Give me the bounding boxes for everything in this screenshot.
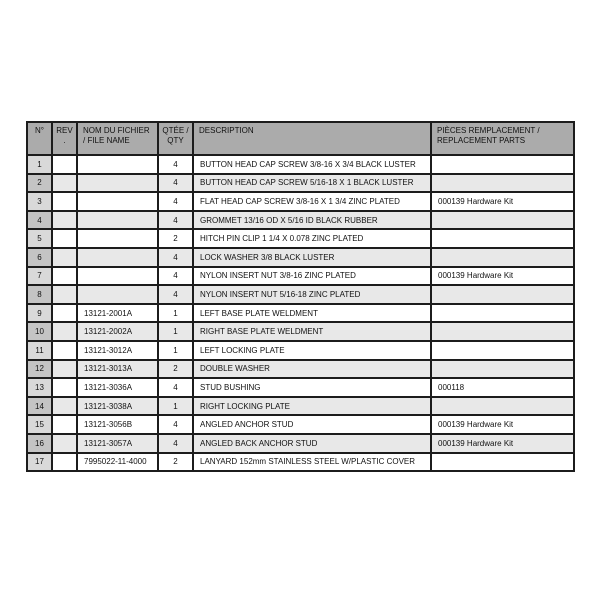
header-qty-line2: QTY — [167, 136, 184, 145]
cell-rev — [52, 397, 77, 416]
cell-rev — [52, 322, 77, 341]
cell-qty: 4 — [158, 211, 193, 230]
cell-description: NYLON INSERT NUT 5/16-18 ZINC PLATED — [193, 285, 431, 304]
cell-item-number: 11 — [27, 341, 52, 360]
header-file-name — [77, 122, 158, 155]
cell-replacement-parts — [431, 155, 574, 174]
header-rev-line1: REV — [56, 126, 73, 135]
cell-rev — [52, 267, 77, 286]
cell-file-name — [77, 155, 158, 174]
cell-replacement-parts — [431, 174, 574, 193]
cell-qty: 4 — [158, 378, 193, 397]
cell-rev — [52, 192, 77, 211]
cell-item-number: 2 — [27, 174, 52, 193]
cell-description: LEFT BASE PLATE WELDMENT — [193, 304, 431, 323]
cell-rev — [52, 174, 77, 193]
header-no — [27, 122, 52, 155]
header-file-line2: / FILE NAME — [83, 136, 130, 145]
table-row — [27, 267, 574, 286]
table-row — [27, 378, 574, 397]
cell-file-name — [77, 229, 158, 248]
cell-item-number: 6 — [27, 248, 52, 267]
cell-replacement-parts — [431, 229, 574, 248]
cell-item-number: 5 — [27, 229, 52, 248]
cell-qty: 2 — [158, 229, 193, 248]
cell-rev — [52, 248, 77, 267]
cell-replacement-parts — [431, 453, 574, 472]
cell-rev — [52, 453, 77, 472]
cell-replacement-parts — [431, 341, 574, 360]
cell-qty: 4 — [158, 285, 193, 304]
cell-replacement-parts: 000139 Hardware Kit — [431, 192, 574, 211]
cell-file-name: 13121-3057A — [77, 434, 158, 453]
cell-description: GROMMET 13/16 OD X 5/16 ID BLACK RUBBER — [193, 211, 431, 230]
cell-rev — [52, 229, 77, 248]
table-row — [27, 248, 574, 267]
cell-replacement-parts — [431, 285, 574, 304]
cell-file-name: 13121-3013A — [77, 360, 158, 379]
cell-file-name: 7995022-11-4000 — [77, 453, 158, 472]
header-rev — [52, 122, 77, 155]
cell-replacement-parts: 000139 Hardware Kit — [431, 267, 574, 286]
cell-description: BUTTON HEAD CAP SCREW 3/8-16 X 3/4 BLACK LUSTER — [193, 155, 431, 174]
cell-description: ANGLED ANCHOR STUD — [193, 415, 431, 434]
header-file-line1: NOM DU FICHIER — [83, 126, 150, 135]
table-row — [27, 155, 574, 174]
cell-file-name: 13121-3012A — [77, 341, 158, 360]
cell-file-name — [77, 192, 158, 211]
cell-qty: 2 — [158, 360, 193, 379]
cell-file-name: 13121-2002A — [77, 322, 158, 341]
cell-qty: 1 — [158, 322, 193, 341]
cell-qty: 2 — [158, 453, 193, 472]
cell-qty: 1 — [158, 304, 193, 323]
header-replacement-parts — [431, 122, 574, 155]
cell-file-name — [77, 285, 158, 304]
cell-replacement-parts — [431, 322, 574, 341]
cell-qty: 1 — [158, 397, 193, 416]
cell-file-name: 13121-3036A — [77, 378, 158, 397]
cell-replacement-parts — [431, 304, 574, 323]
header-parts-line1: PIÈCES REMPLACEMENT / — [437, 126, 540, 135]
cell-description: BUTTON HEAD CAP SCREW 5/16-18 X 1 BLACK LUSTER — [193, 174, 431, 193]
cell-item-number: 15 — [27, 415, 52, 434]
table-row — [27, 415, 574, 434]
header-description — [193, 122, 431, 155]
table-row — [27, 322, 574, 341]
cell-replacement-parts — [431, 360, 574, 379]
cell-rev — [52, 434, 77, 453]
cell-description: RIGHT LOCKING PLATE — [193, 397, 431, 416]
cell-description: LEFT LOCKING PLATE — [193, 341, 431, 360]
cell-qty: 4 — [158, 415, 193, 434]
cell-qty: 4 — [158, 434, 193, 453]
cell-item-number: 13 — [27, 378, 52, 397]
cell-rev — [52, 360, 77, 379]
header-no-line1: N° — [35, 126, 44, 135]
cell-replacement-parts: 000118 — [431, 378, 574, 397]
cell-item-number: 14 — [27, 397, 52, 416]
table-row — [27, 360, 574, 379]
cell-rev — [52, 155, 77, 174]
table-row — [27, 192, 574, 211]
table-row — [27, 434, 574, 453]
cell-file-name — [77, 211, 158, 230]
cell-replacement-parts: 000139 Hardware Kit — [431, 415, 574, 434]
cell-file-name: 13121-2001A — [77, 304, 158, 323]
cell-qty: 1 — [158, 341, 193, 360]
cell-description: LANYARD 152mm STAINLESS STEEL W/PLASTIC COVER — [193, 453, 431, 472]
cell-item-number: 10 — [27, 322, 52, 341]
cell-description: RIGHT BASE PLATE WELDMENT — [193, 322, 431, 341]
cell-item-number: 1 — [27, 155, 52, 174]
cell-file-name — [77, 267, 158, 286]
header-parts-line2: REPLACEMENT PARTS — [437, 136, 526, 145]
cell-replacement-parts — [431, 397, 574, 416]
cell-qty: 4 — [158, 155, 193, 174]
cell-item-number: 17 — [27, 453, 52, 472]
cell-qty: 4 — [158, 174, 193, 193]
cell-item-number: 4 — [27, 211, 52, 230]
cell-description: STUD BUSHING — [193, 378, 431, 397]
cell-item-number: 9 — [27, 304, 52, 323]
header-qty — [158, 122, 193, 155]
cell-file-name — [77, 174, 158, 193]
cell-item-number: 7 — [27, 267, 52, 286]
cell-qty: 4 — [158, 248, 193, 267]
cell-file-name: 13121-3038A — [77, 397, 158, 416]
cell-file-name: 13121-3056B — [77, 415, 158, 434]
cell-rev — [52, 415, 77, 434]
cell-qty: 4 — [158, 267, 193, 286]
table-row — [27, 397, 574, 416]
table-row — [27, 229, 574, 248]
cell-item-number: 3 — [27, 192, 52, 211]
cell-rev — [52, 378, 77, 397]
table-row — [27, 211, 574, 230]
cell-description: ANGLED BACK ANCHOR STUD — [193, 434, 431, 453]
cell-file-name — [77, 248, 158, 267]
cell-qty: 4 — [158, 192, 193, 211]
cell-replacement-parts — [431, 248, 574, 267]
header-qty-line1: QTÉE / — [162, 126, 189, 135]
cell-description: DOUBLE WASHER — [193, 360, 431, 379]
cell-rev — [52, 211, 77, 230]
cell-rev — [52, 304, 77, 323]
table-row — [27, 304, 574, 323]
cell-item-number: 16 — [27, 434, 52, 453]
table-row — [27, 453, 574, 472]
header-rev-line2: . — [63, 136, 66, 145]
cell-replacement-parts: 000139 Hardware Kit — [431, 434, 574, 453]
cell-rev — [52, 341, 77, 360]
header-row — [27, 122, 574, 155]
cell-item-number: 8 — [27, 285, 52, 304]
table-row — [27, 174, 574, 193]
parts-table-body — [27, 155, 574, 471]
cell-description: FLAT HEAD CAP SCREW 3/8-16 X 1 3/4 ZINC PLATED — [193, 192, 431, 211]
table-row — [27, 285, 574, 304]
parts-table — [26, 121, 575, 472]
parts-table-header — [27, 122, 574, 155]
cell-rev — [52, 285, 77, 304]
cell-item-number: 12 — [27, 360, 52, 379]
cell-description: LOCK WASHER 3/8 BLACK LUSTER — [193, 248, 431, 267]
table-row — [27, 341, 574, 360]
cell-description: NYLON INSERT NUT 3/8-16 ZINC PLATED — [193, 267, 431, 286]
cell-replacement-parts — [431, 211, 574, 230]
cell-description: HITCH PIN CLIP 1 1/4 X 0.078 ZINC PLATED — [193, 229, 431, 248]
header-desc-line1: DESCRIPTION — [199, 126, 254, 135]
